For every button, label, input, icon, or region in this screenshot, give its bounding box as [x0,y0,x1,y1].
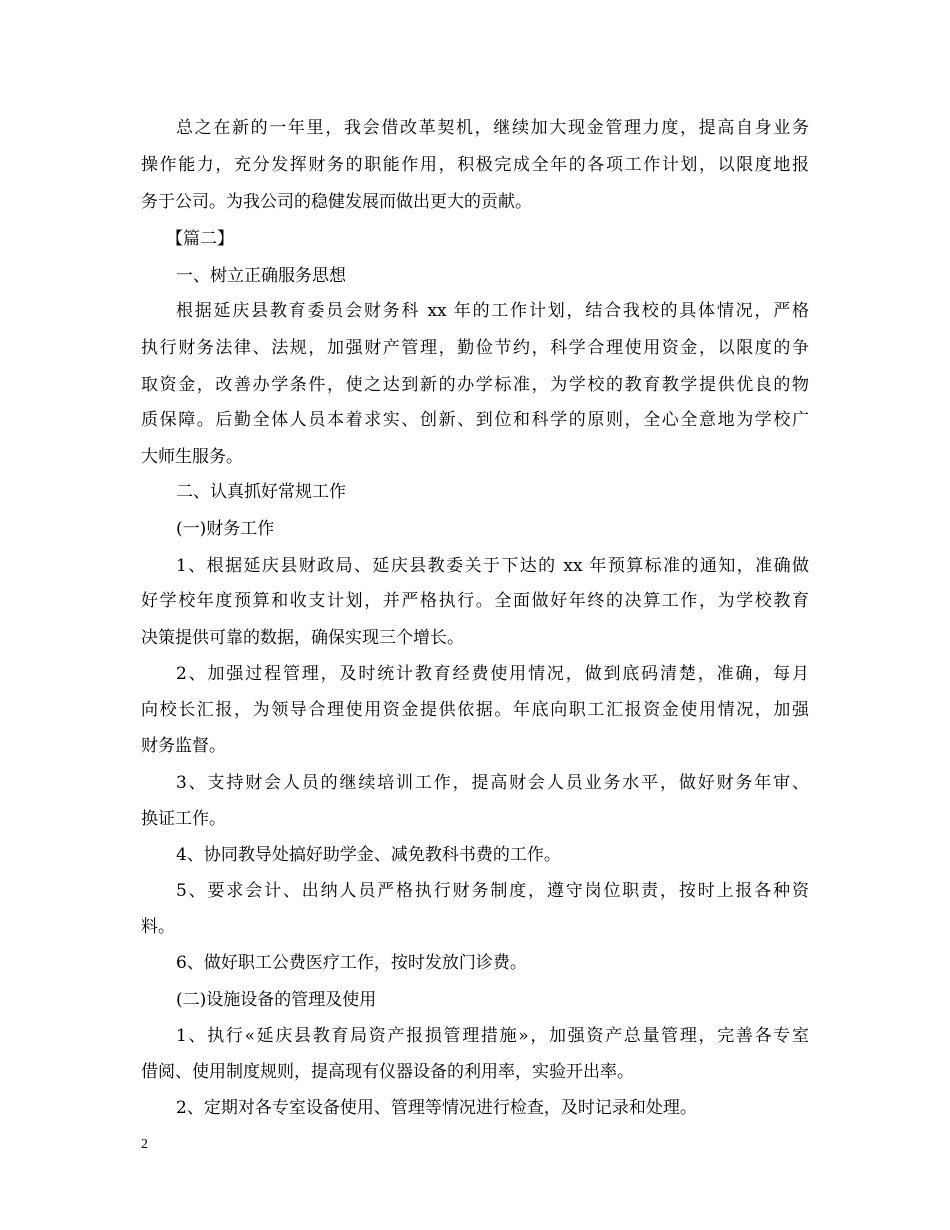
line-text: 财务监督。 [141,736,226,756]
line-text: 1、根据延庆县财政局、延庆县教委关于下达的 xx 年预算标准的通知，准确做 [176,556,809,576]
line-text: 料。 [141,917,175,937]
paragraph-line [176,844,950,866]
paragraph-line [0,1025,950,1047]
line-text: 执行财务法律、法规，加强财产管理，勤俭节约，科学合理使用资金，以限度的争 [141,338,809,358]
section-heading [166,228,950,250]
paragraph-line [0,772,950,794]
paragraph-line [141,735,950,757]
paragraph-line [0,880,950,902]
line-text: 2、定期对各专室设备使用、管理等情况进行检查，及时记录和处理。 [176,1098,697,1118]
line-text: 总之在新的一年里，我会借改革契机，继续加大现金管理力度，提高自身业务 [176,118,809,138]
subheading-text: (二)设施设备的管理及使用 [176,990,377,1010]
subheading [176,518,950,540]
line-text: 4、协同教导处搞好助学金、减免教科书费的工作。 [176,845,561,865]
subheading-text: 二、认真抓好常规工作 [176,482,346,502]
line-text: 6、做好职工公费医疗工作，按时发放门诊费。 [176,953,527,973]
paragraph-line [176,1097,950,1119]
line-text: 决策提供可靠的数据，确保实现三个增长。 [141,628,464,648]
paragraph-line [141,808,950,830]
paragraph-line [141,916,950,938]
paragraph-line [0,409,950,431]
line-text: 向校长汇报，为领导合理使用资金提供依据。年底向职工汇报资金使用情况，加强 [141,700,809,720]
line-text: 大师生服务。 [141,447,243,467]
paragraph-line [0,300,950,322]
paragraph-line [0,337,950,359]
paragraph-line [0,555,950,577]
line-text: 3、支持财会人员的继续培训工作，提高财会人员业务水平，做好财务年审、 [176,773,809,793]
line-text: 1、执行«延庆县教育局资产报损管理措施»，加强资产总量管理，完善各专室 [176,1026,809,1046]
paragraph-line [0,154,950,176]
line-text: 2、加强过程管理，及时统计教育经费使用情况，做到底码清楚，准确，每月 [176,664,809,684]
line-text: 换证工作。 [141,809,226,829]
subheading-text: (一)财务工作 [176,519,275,539]
subheading [176,265,950,287]
line-text: 根据延庆县教育委员会财务科 xx 年的工作计划，结合我校的具体情况，严格 [176,301,809,321]
subheading [176,989,950,1011]
line-text: 5、要求会计、出纳人员严格执行财务制度，遵守岗位职责，按时上报各种资 [176,881,809,901]
paragraph-line [141,446,950,468]
line-text: 操作能力，充分发挥财务的职能作用，积极完成全年的各项工作计划，以限度地报 [141,155,809,175]
page-number: 2 [141,1137,148,1152]
paragraph-line [141,191,950,213]
line-text: 借阅、使用制度规则，提高现有仪器设备的利用率，实验开出率。 [141,1062,634,1082]
paragraph-line [141,1061,950,1083]
line-text: 取资金，改善办学条件，使之达到新的办学标准，为学校的教育教学提供优良的物 [141,375,809,395]
paragraph-line [0,663,950,685]
paragraph-line [176,952,950,974]
section-title: 【篇二】 [166,229,234,249]
line-text: 务于公司。为我公司的稳健发展而做出更大的贡献。 [141,192,532,212]
paragraph-line [0,117,950,139]
paragraph-line [0,699,950,721]
line-text: 好学校年度预算和收支计划，并严格执行。全面做好年终的决算工作，为学校教育 [141,591,809,611]
paragraph-line [0,374,950,396]
paragraph-line [0,590,950,612]
subheading-text: 一、树立正确服务思想 [176,266,346,286]
paragraph-line [141,627,950,649]
subheading [176,481,950,503]
line-text: 质保障。后勤全体人员本着求实、创新、到位和科学的原则，全心全意地为学校广 [141,410,809,430]
